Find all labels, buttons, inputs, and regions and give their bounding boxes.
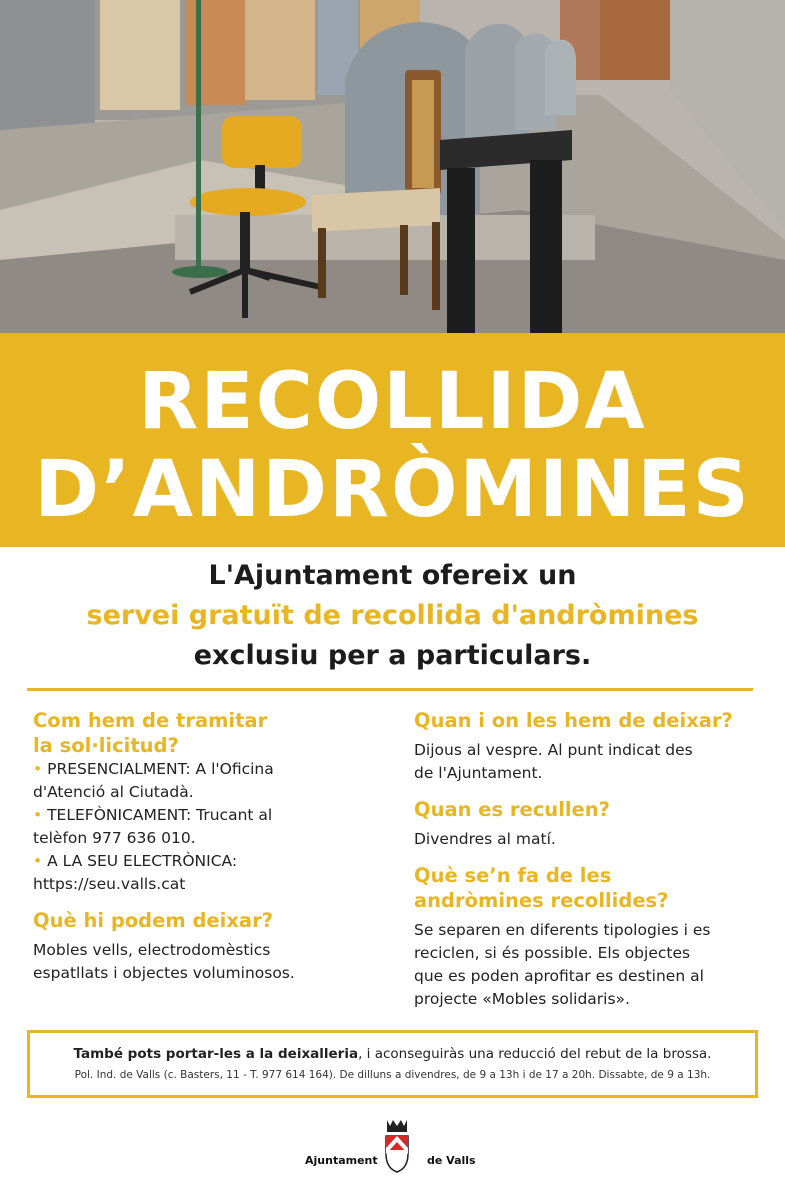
heading-what-to-leave: Què hi podem deixar? [33,909,274,932]
heading-what-happens [414,863,764,913]
heading-line: Què se’n fa de les [414,864,612,887]
body-text: projecte «Mobles solidaris». [414,990,630,1008]
recycling-point-notice [27,1030,758,1098]
notice-line-1 [38,1043,747,1065]
body-text: que es poden aprofitar es destinen al [414,967,704,985]
ajuntament-logo [290,1118,500,1178]
bullet-dot-icon: • [33,852,43,870]
bullet-online [33,850,393,873]
notice-bold: També pots portar-les a la deixalleria [73,1046,359,1062]
bullet-text: PRESENCIALMENT: A l'Oficina [47,760,274,778]
notice-rest: , i aconseguiràs una reducció del rebut de la brossa. [358,1046,712,1062]
notice-line-2: Pol. Ind. de Valls (c. Basters, 11 - T. 977 614 164). De dilluns a divendres, de 9 a 13h i de 17 a 20h. Dissabte, de 9 a 13h. [74,1069,711,1081]
heading-when-collected: Quan es recullen? [414,798,610,821]
intro-line-1: L'Ajuntament ofereix un [208,560,577,591]
body-text: espatllats i objectes voluminosos. [33,964,295,982]
heading-line: andròmines recollides? [414,889,669,912]
online-link[interactable]: https://seu.valls.cat [33,875,186,893]
logo-text-left: Ajuntament [305,1154,378,1167]
body-text: Dijous al vespre. Al punt indicat des [414,741,693,759]
logo-text-right: de Valls [427,1154,476,1167]
title-band [0,333,785,547]
heading-how-to-request [33,708,393,758]
bullet-phone [33,804,393,827]
bullet-text: telèfon 977 636 010. [33,829,196,847]
body-text: reciclen, si és possible. Els objectes [414,944,691,962]
valls-coat-of-arms-icon [384,1118,410,1174]
title-line-1: RECOLLIDA [138,357,647,447]
bullet-text: d'Atenció al Ciutadà. [33,783,194,801]
bullet-in-person [33,758,393,781]
bullet-dot-icon: • [33,760,43,778]
bullet-dot-icon: • [33,806,43,824]
bullet-text: A LA SEU ELECTRÒNICA: [47,852,238,870]
body-text: de l'Ajuntament. [414,764,543,782]
left-column [33,708,393,985]
header-photo [0,0,785,333]
body-text: Se separen en diferents tipologies i es [414,921,711,939]
heading-line: la sol·licitud? [33,734,179,757]
heading-when-where: Quan i on les hem de deixar? [414,709,733,732]
body-text: Mobles vells, electrodomèstics [33,941,271,959]
intro-line-2: servei gratuït de recollida d'andròmines [86,600,699,631]
right-column [414,708,764,1011]
heading-line: Com hem de tramitar [33,709,268,732]
title-line-2: D’ANDRÒMINES [34,445,751,535]
bullet-text: TELEFÒNICAMENT: Trucant al [47,806,273,824]
intro [0,556,785,676]
street-furniture-photo [0,0,785,333]
divider [27,688,753,691]
intro-line-3: exclusiu per a particulars. [193,640,592,671]
body-text: Divendres al matí. [414,830,556,848]
